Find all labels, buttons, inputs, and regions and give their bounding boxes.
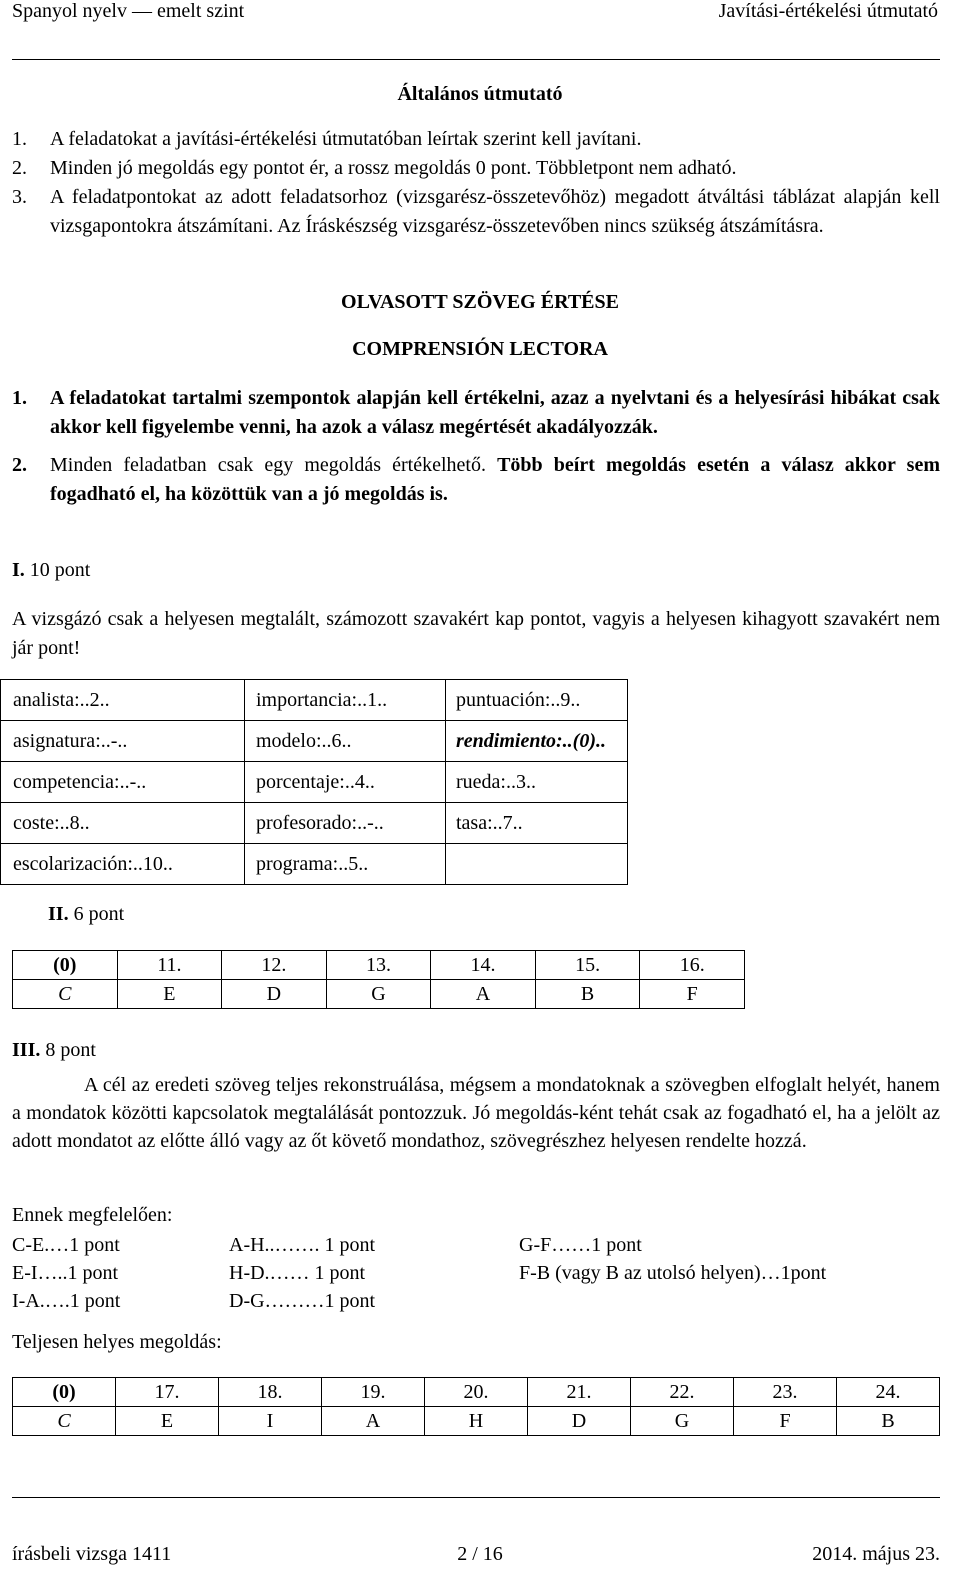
list-item: C-E.…1 pont [12, 1234, 120, 1256]
task1-description: A vizsgázó csak a helyesen megtalált, számozott szavakért kap pontot, vagyis a helyesen kihagyott szavakért nem jár pont! [12, 608, 940, 659]
table-cell: 21. [528, 1378, 631, 1407]
table-cell: 14. [431, 951, 536, 980]
task2-heading: II. 6 pont [48, 903, 125, 925]
table-cell: I [219, 1407, 322, 1436]
table-cell: porcentaje:..4.. [245, 762, 446, 803]
table-cell: modelo:..6.. [245, 721, 446, 762]
table-cell: (0) [13, 951, 118, 980]
table-cell: tasa:..7.. [446, 803, 628, 844]
table-cell: G [631, 1407, 734, 1436]
table-cell: (0) [13, 1378, 116, 1407]
task3-pairs-col3 [519, 1231, 826, 1287]
general-list [12, 125, 940, 241]
task3-heading: III. 8 pont [12, 1039, 96, 1061]
table-cell [446, 844, 628, 885]
table-cell: 13. [326, 951, 431, 980]
table-cell: 22. [631, 1378, 734, 1407]
table-cell: 11. [117, 951, 222, 980]
table-row [13, 1378, 940, 1407]
list-item: A-H..……. 1 pont [229, 1234, 376, 1256]
list-item: F-B (vagy B az utolsó helyen)…1pont [519, 1262, 827, 1284]
task1-heading: I. 10 pont [12, 559, 91, 581]
table-cell: 23. [734, 1378, 837, 1407]
section-title-es: COMPRENSIÓN LECTORA [352, 338, 608, 360]
table-cell: 24. [837, 1378, 940, 1407]
list-item: G-F……1 pont [519, 1234, 642, 1256]
table-cell: E [117, 980, 222, 1009]
table-row [1, 721, 628, 762]
section-rules [12, 384, 940, 509]
table-cell: C [13, 980, 118, 1009]
task3-description: A cél az eredeti szöveg teljes rekonstruálása, mégsem a mondatoknak a szövegben elfoglalt helyét, hanem a mondatok közötti kapcsolatok megtalálását pontozzuk. Jó megoldás-ként tehát csak az fogadható el, ha a jelölt az adott mondatot az előtte álló vagy az őt követő mondathoz, szövegrészhez helyesen rendelte hozzá. [12, 1074, 940, 1152]
list-item: H-D.…… 1 pont [229, 1262, 366, 1284]
table-cell: escolarización:..10.. [1, 844, 245, 885]
table-cell: asignatura:..-.. [1, 721, 245, 762]
page-number: 2 / 16 [457, 1543, 503, 1565]
list-item: 1. A feladatokat tartalmi szempontok alapján kell értékelni, azaz a nyelvtani és a helyesírási hibákat csak akkor kell figyelembe venni, ha azok a válasz megértését akadályozzák. [12, 387, 940, 438]
table-cell: importancia:..1.. [245, 680, 446, 721]
table-cell: 16. [640, 951, 745, 980]
task1-answer-table [0, 679, 628, 885]
table-cell: 15. [535, 951, 640, 980]
table-cell: B [837, 1407, 940, 1436]
general-title: Általános útmutató [397, 83, 563, 105]
table-cell: coste:..8.. [1, 803, 245, 844]
table-cell: 20. [425, 1378, 528, 1407]
footer-rule [12, 1497, 940, 1498]
table-row [1, 762, 628, 803]
section-title-hu: OLVASOTT SZÖVEG ÉRTÉSE [341, 291, 619, 313]
table-cell: analista:..2.. [1, 680, 245, 721]
task3-pairs-col2 [229, 1231, 375, 1315]
table-cell: H [425, 1407, 528, 1436]
table-cell: B [535, 980, 640, 1009]
list-item: 2. Minden feladatban csak egy megoldás értékelhető. Több beírt megoldás esetén a válasz akkor sem fogadható el, ha közöttük van a jó megoldás is. [12, 454, 940, 505]
task2-answer-table [12, 950, 745, 1009]
table-cell: F [734, 1407, 837, 1436]
list-item: I-A.….1 pont [12, 1290, 121, 1312]
table-cell: 18. [219, 1378, 322, 1407]
header-doc-type: Javítási-értékelési útmutató [718, 0, 938, 22]
list-item: 1. A feladatokat a javítási-értékelési útmutatóban leírtak szerint kell javítani. [12, 128, 642, 150]
table-cell: competencia:..-.. [1, 762, 245, 803]
table-cell: D [222, 980, 327, 1009]
footer-exam-code: írásbeli vizsga 1411 [12, 1543, 172, 1565]
table-cell: A [322, 1407, 425, 1436]
table-row [1, 803, 628, 844]
list-item: 2. Minden jó megoldás egy pontot ér, a rossz megoldás 0 pont. Többletpont nem adható. [12, 157, 737, 179]
table-cell: C [13, 1407, 116, 1436]
task3-answer-table [12, 1377, 940, 1436]
task3-pairs-col1 [12, 1231, 120, 1315]
table-cell: 19. [322, 1378, 425, 1407]
table-cell: puntuación:..9.. [446, 680, 628, 721]
table-cell: rueda:..3.. [446, 762, 628, 803]
table-row [13, 1407, 940, 1436]
table-cell: rendimiento:..(0).. [446, 721, 628, 762]
table-cell: D [528, 1407, 631, 1436]
table-cell: G [326, 980, 431, 1009]
task3-accordingly: Ennek megfelelően: [12, 1204, 173, 1226]
footer-date: 2014. május 23. [812, 1543, 940, 1565]
table-cell: programa:..5.. [245, 844, 446, 885]
list-item: E-I…..1 pont [12, 1262, 119, 1284]
table-cell: profesorado:..-.. [245, 803, 446, 844]
list-item: D-G………1 pont [229, 1290, 376, 1312]
table-row [13, 951, 745, 980]
table-row [13, 980, 745, 1009]
task3-full-solution-label: Teljesen helyes megoldás: [12, 1331, 222, 1353]
table-row [1, 680, 628, 721]
header-rule [12, 59, 940, 60]
table-cell: A [431, 980, 536, 1009]
table-row [1, 844, 628, 885]
list-item: 3. A feladatpontokat az adott feladatsorhoz (vizsgarész-összetevőhöz) megadott átváltási táblázat alapján kell vizsgapontokra átszámítani. Az Íráskészség vizsgarész-összetevőben nincs szükség átszámításra. [12, 186, 940, 237]
table-cell: 17. [116, 1378, 219, 1407]
table-cell: 12. [222, 951, 327, 980]
table-cell: E [116, 1407, 219, 1436]
header-subject: Spanyol nyelv — emelt szint [12, 0, 245, 22]
table-cell: F [640, 980, 745, 1009]
